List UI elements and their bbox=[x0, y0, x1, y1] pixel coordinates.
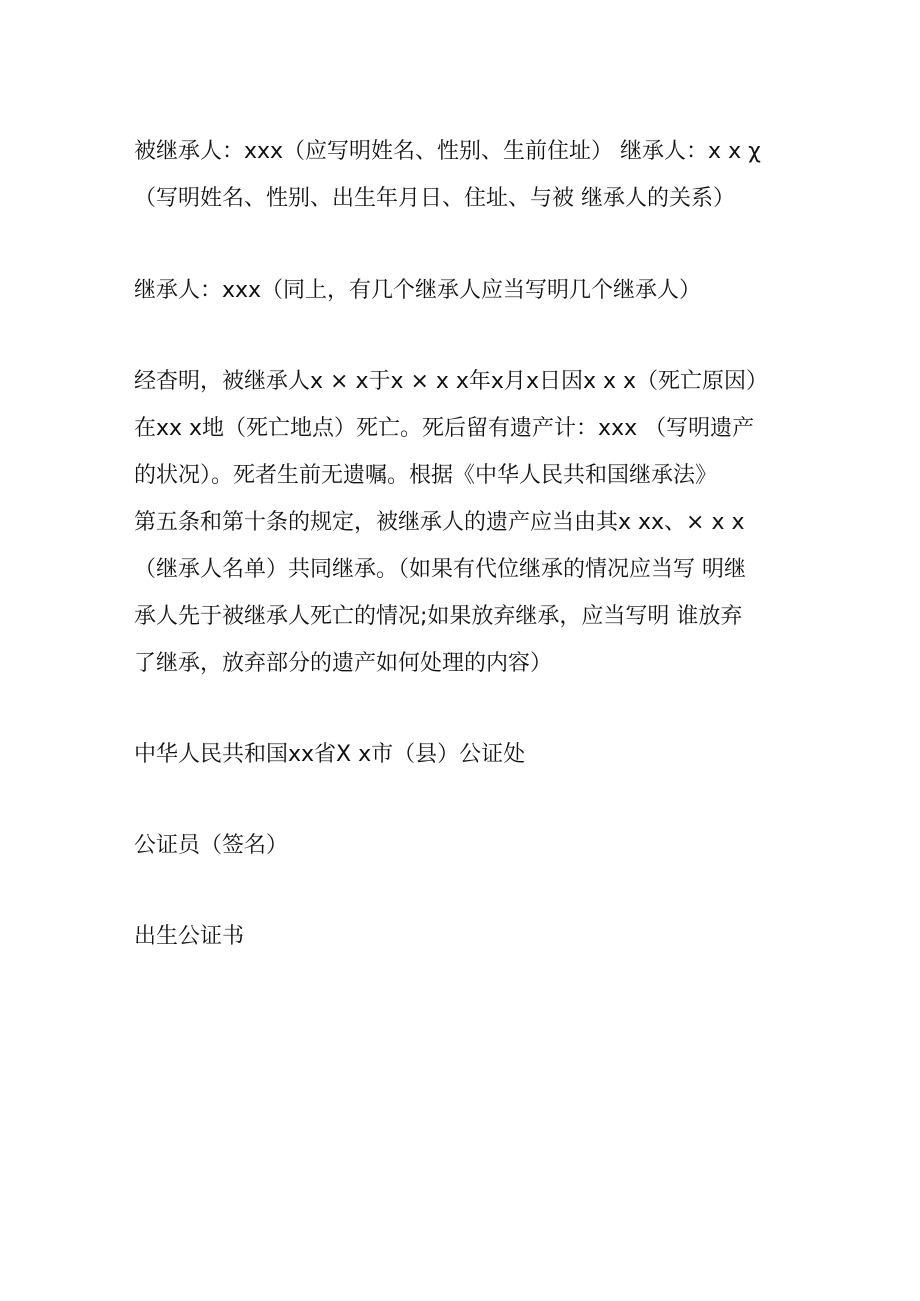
text-line: 继承人：xxx（同上，有几个继承人应当写明几个继承人） bbox=[134, 278, 702, 303]
paragraph-other-heirs bbox=[134, 267, 794, 314]
text-line: 被继承人：xxx（应写明姓名、性别、生前住址） 继承人：x x χ bbox=[134, 139, 761, 164]
paragraph-notary-office bbox=[134, 731, 794, 778]
paragraph-next-heading bbox=[134, 913, 794, 960]
paragraph-testator-and-heir bbox=[134, 128, 794, 222]
text-line: 第五条和第十条的规定，被继承人的遗产应当由其x xx、× x x bbox=[134, 510, 745, 535]
paragraph-findings bbox=[134, 358, 794, 687]
text-line: 在xx x地（死亡地点）死亡。死后留有遗产计：xxx （写明遗产 bbox=[134, 416, 755, 441]
text-line: 经杳明，被继承人x × x于x × x x年x月x日因x x x（死亡原因） bbox=[134, 369, 769, 394]
text-line: （写明姓名、性别、出生年月日、住址、与被 继承人的关系） bbox=[134, 186, 735, 211]
text-line: 的状况）。死者生前无遗嘱。根据《中华人民共和国继承法》 bbox=[134, 463, 718, 488]
paragraph-notary-signature bbox=[134, 822, 794, 869]
text-line: 承人先于被继承人死亡的情况;如果放弃继承，应当写明 谁放弃 bbox=[134, 604, 743, 629]
text-line: 中华人民共和国xx省X x市（县）公证处 bbox=[134, 742, 526, 767]
text-line: 出生公证书 bbox=[134, 924, 245, 949]
text-line: 了继承，放弃部分的遗产如何处理的内容） bbox=[134, 651, 553, 676]
text-line: 公证员（签名） bbox=[134, 833, 289, 858]
document-body bbox=[134, 128, 794, 960]
text-line: （继承人名单）共同继承。（如果有代位继承的情况应当写 明继 bbox=[134, 557, 746, 582]
